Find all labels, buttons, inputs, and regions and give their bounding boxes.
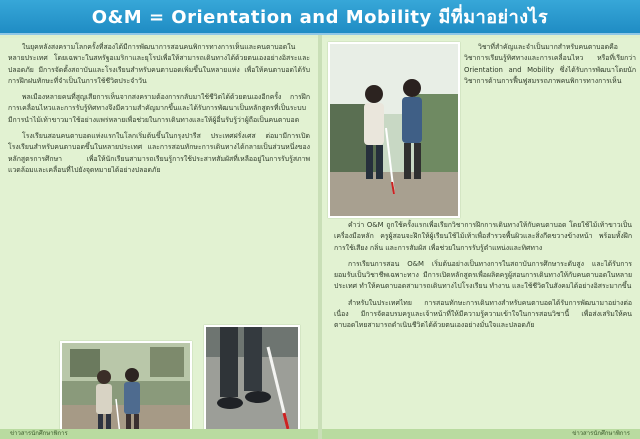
title-bar [0, 0, 640, 33]
right-paragraph-2: การเรียนการสอน O&M เริ่มต้นอย่างเป็นทางการในสถาบันการศึกษาระดับสูง และได้รับการยอมรับเป็นวิชาชีพเฉพาะทาง มีการเปิดหลักสูตรเพื่อผลิตครูผู้สอนการเดินทางให้กับคนตาบอดในหลายประเทศ ทำให้คนตาบอดสามารถเดินทางไปโรงเรียน ทำงาน และใช้ชีวิตในสังคมได้อย่างอิสระมากขึ้น [334, 259, 632, 291]
left-page [0, 38, 318, 439]
left-paragraph-3: โรงเรียนสอนคนตาบอดแห่งแรกในโลกเริ่มต้นขึ้นในกรุงปารีส ประเทศฝรั่งเศส ต่อมามีการเปิดโรงเรียนสำหรับคนตาบอดขึ้นในหลายประเทศ และการสอนทักษะการเดินทางได้กลายเป็นส่วนหนึ่งของหลักสูตรการศึกษา เพื่อให้นักเรียนสามารถเรียนรู้การใช้ประสาทสัมผัสที่เหลืออยู่ในการรับรู้สภาพแวดล้อมและเคลื่อนที่ไปยังจุดหมายได้อย่างปลอดภัย [8, 132, 310, 174]
right-top-paragraph: วิชาที่สำคัญและจำเป็นมากสำหรับคนตาบอดคือวิชาการเรียนรู้ทิศทางและการเคลื่อนไหว หรือที่เรียกว่า Orientation and Mobility ซึ่งได้รับการพัฒนาโดยนักวิชาการด้านการฟื้นฟูสมรรถภาพคนพิการทางการเห็น [464, 43, 636, 85]
left-paragraph-1: ในยุคหลังสงครามโลกครั้งที่สองได้มีการพัฒนาการสอนคนพิการทางการเห็นและคนตาบอดในหลายประเทศ โดยเฉพาะในสหรัฐอเมริกาและยุโรปเพื่อให้สามารถเดินทางได้ด้วยตนเองอย่างอิสระและปลอดภัย มีการจัดตั้งสถาบันและโรงเรียนสำหรับคนตาบอดเพิ่มขึ้นในหลายแห่ง เพื่อให้คนตาบอดได้รับการฝึกฝนทักษะที่จำเป็นในการใช้ชีวิตประจำวัน [8, 43, 310, 85]
left-footer-text: ข่าวสารนักศึกษาพิการ [10, 430, 68, 437]
right-paragraph-3: สำหรับในประเทศไทย การสอนทักษะการเดินทางสำหรับคนตาบอดได้รับการพัฒนามาอย่างต่อเนื่อง มีการจัดอบรมครูและเจ้าหน้าที่ให้มีความรู้ความเข้าใจในการสอนวิชานี้ เพื่อส่งเสริมให้คนตาบอดไทยสามารถดำเนินชีวิตได้ด้วยตนเองอย่างมั่นใจและปลอดภัย [334, 298, 632, 330]
photo-students-walking-image [62, 343, 190, 439]
left-article-column [8, 42, 310, 181]
right-page [322, 38, 640, 439]
photo-students-walking [60, 341, 192, 439]
photo-white-cane-feet [204, 325, 300, 435]
right-article-column [334, 220, 632, 337]
photo-instructor-with-cane-image [330, 44, 458, 216]
right-paragraph-1: คำว่า O&M ถูกใช้ครั้งแรกเพื่อเรียกวิชาการฝึกการเดินทางให้กับคนตาบอด โดยใช้ไม้เท้าขาวเป็นเครื่องมือหลัก ครูผู้สอนจะฝึกให้ผู้เรียนใช้ไม้เท้าเพื่อสำรวจพื้นผิวและสิ่งกีดขวางข้างหน้า พร้อมทั้งฝึกการใช้เสียง กลิ่น และการสัมผัส เพื่อช่วยในการรับรู้ตำแหน่งและทิศทาง [334, 221, 632, 252]
left-footer [0, 429, 318, 439]
photo-instructor-with-cane [328, 42, 460, 218]
right-article-column-top [464, 42, 636, 92]
right-footer-text: ข่าวสารนักศึกษาพิการ [572, 430, 630, 437]
left-paragraph-2: พลเมืองหลายคนที่สูญเสียการเห็นจากสงครามต้องการกลับมาใช้ชีวิตได้ด้วยตนเองอีกครั้ง การฝึกการเคลื่อนไหวและการรับรู้ทิศทางจึงมีความสำคัญมากขึ้นและได้รับการพัฒนาเป็นหลักสูตรที่เป็นระบบ มีการนำไม้เท้าขาวมาใช้อย่างแพร่หลายเพื่อช่วยในการเดินทางและให้ผู้อื่นรับรู้ว่าผู้ถือเป็นคนตาบอด [8, 93, 310, 124]
page-title: O&M = Orientation and Mobility มีที่มาอย่างไร [91, 7, 549, 28]
right-footer [322, 429, 640, 439]
photo-white-cane-feet-image [206, 327, 298, 433]
